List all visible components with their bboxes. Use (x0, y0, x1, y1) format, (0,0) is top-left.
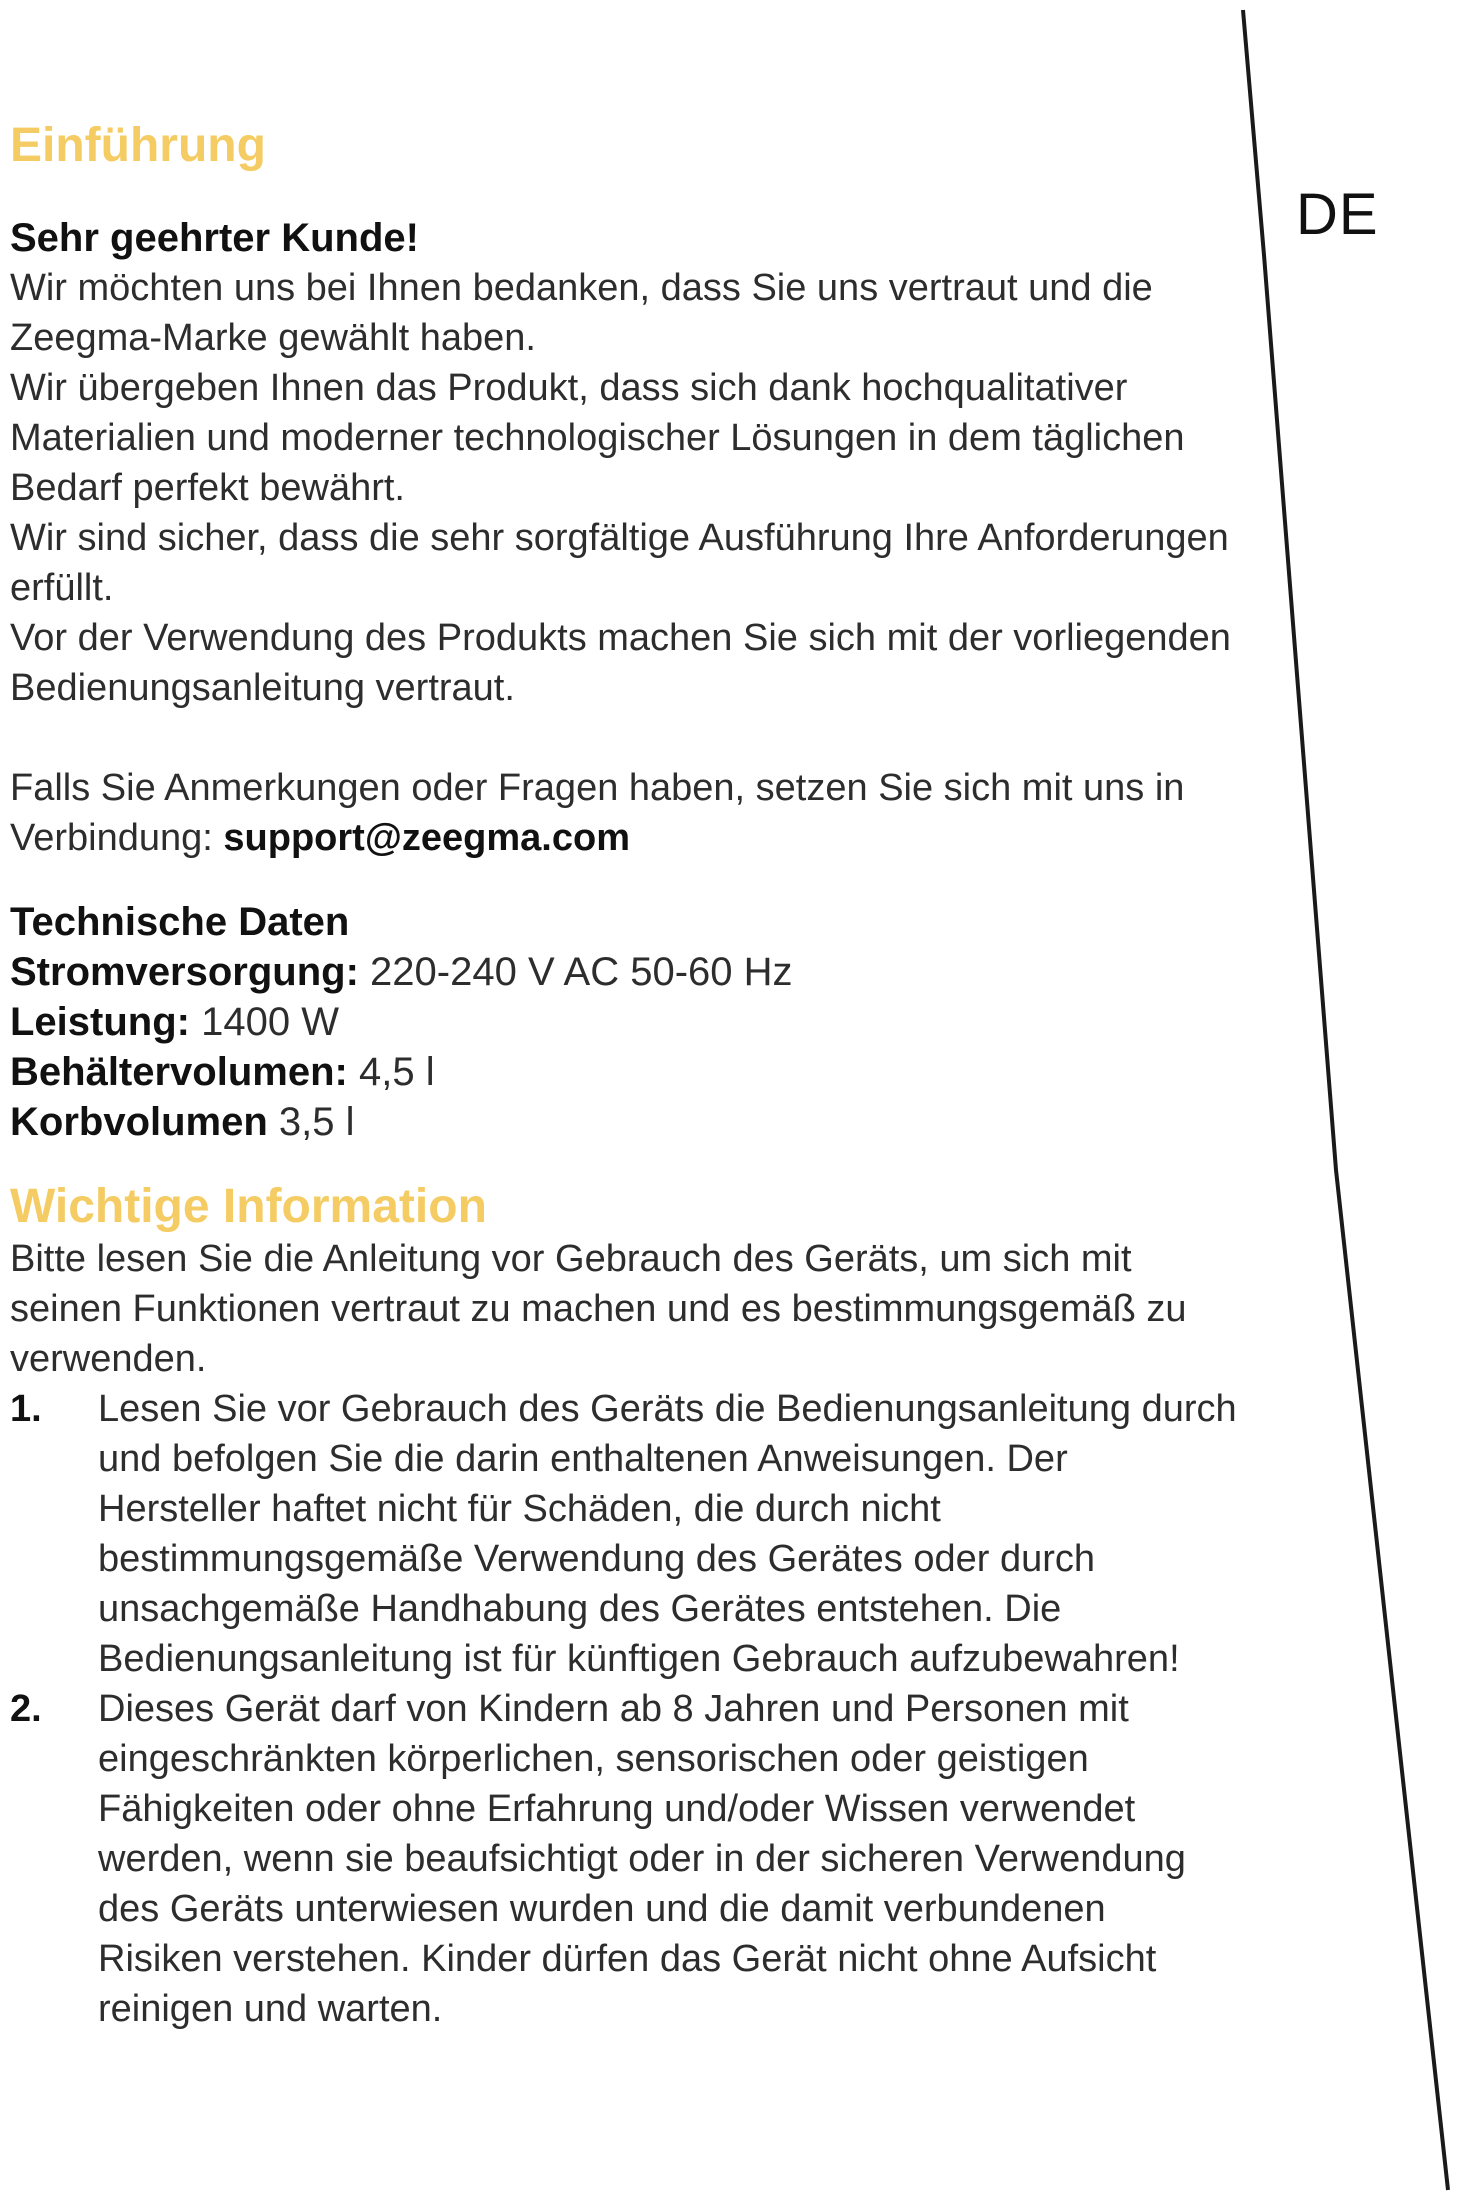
spec-row-basket-volume (10, 1097, 1240, 1147)
spec-label: Korbvolumen (10, 1099, 268, 1144)
list-item-text: Dieses Gerät darf von Kindern ab 8 Jahren und Personen mit eingeschränkten körperlichen, sensorischen oder geistigen Fähigkeiten oder ohne Erfahrung und/oder Wissen verwendet werden, wenn sie beaufsichtigt oder in der sicheren Verwendung des Geräts unterwiesen wurden und die damit verbundenen Risiken verstehen. Kinder dürfen das Gerät nicht ohne Aufsicht reinigen und warten. (98, 1687, 1186, 2030)
list-item (10, 1684, 1240, 2034)
safety-list (10, 1384, 1240, 2034)
greeting: Sehr geehrter Kunde! (10, 215, 419, 260)
list-item-text: Lesen Sie vor Gebrauch des Geräts die Bedienungsanleitung durch und befolgen Sie die darin enthaltenen Anweisungen. Der Hersteller haftet nicht für Schäden, die durch nicht bestimmungsgemäße Verwendung des Gerätes oder durch unsachgemäße Handhabung des Gerätes entstehen. Die Bedienungsanleitung ist für künftigen Gebrauch aufzubewahren! (98, 1387, 1237, 1680)
intro-paragraph-3: Wir sind sicher, dass die sehr sorgfältige Ausführung Ihre Anforderungen erfüllt. (10, 516, 1229, 609)
spec-value: 3,5 l (267, 1099, 355, 1144)
spec-label: Behältervolumen: (10, 1049, 348, 1094)
important-info-intro: Bitte lesen Sie die Anleitung vor Gebrauch des Geräts, um sich mit seinen Funktionen vertraut zu machen und es bestimmungsgemäß zu verwenden. (10, 1237, 1187, 1380)
list-item (10, 1384, 1240, 1684)
list-item-number: 2. (10, 1687, 42, 1730)
list-item-number: 1. (10, 1387, 42, 1430)
intro-paragraph-1: Wir möchten uns bei Ihnen bedanken, dass Sie uns vertraut und die Zeegma-Marke gewählt haben. (10, 266, 1153, 359)
intro-paragraph-4: Vor der Verwendung des Produkts machen Sie sich mit der vorliegenden Bedienungsanleitung vertraut. (10, 616, 1231, 709)
tech-data-title: Technische Daten (10, 899, 350, 944)
support-email-link[interactable]: support@zeegma.com (223, 816, 630, 859)
intro-paragraph-2: Wir übergeben Ihnen das Produkt, dass sich dank hochqualitativer Materialien und moderner technologischer Lösungen in dem täglichen Bedarf perfekt bewährt. (10, 366, 1185, 509)
spacer (10, 713, 1240, 763)
important-info-heading: Wichtige Information (10, 1179, 487, 1233)
language-tag: DE (1296, 182, 1379, 247)
spec-value: 4,5 l (347, 1049, 435, 1094)
spec-row-power-supply (10, 947, 1240, 997)
spec-value: 1400 W (189, 999, 339, 1044)
spec-label: Leistung: (10, 999, 190, 1044)
intro-heading: Einführung (10, 119, 266, 172)
contact-paragraph (10, 763, 1240, 863)
main-content (10, 120, 1240, 2034)
spec-value: 220-240 V AC 50-60 Hz (358, 949, 793, 994)
spec-row-tank-volume (10, 1047, 1240, 1097)
spec-label: Stromversorgung: (10, 949, 359, 994)
contact-text: Falls Sie Anmerkungen oder Fragen haben, setzen Sie sich mit uns in Verbindung: (10, 766, 1185, 859)
spec-row-power (10, 997, 1240, 1047)
